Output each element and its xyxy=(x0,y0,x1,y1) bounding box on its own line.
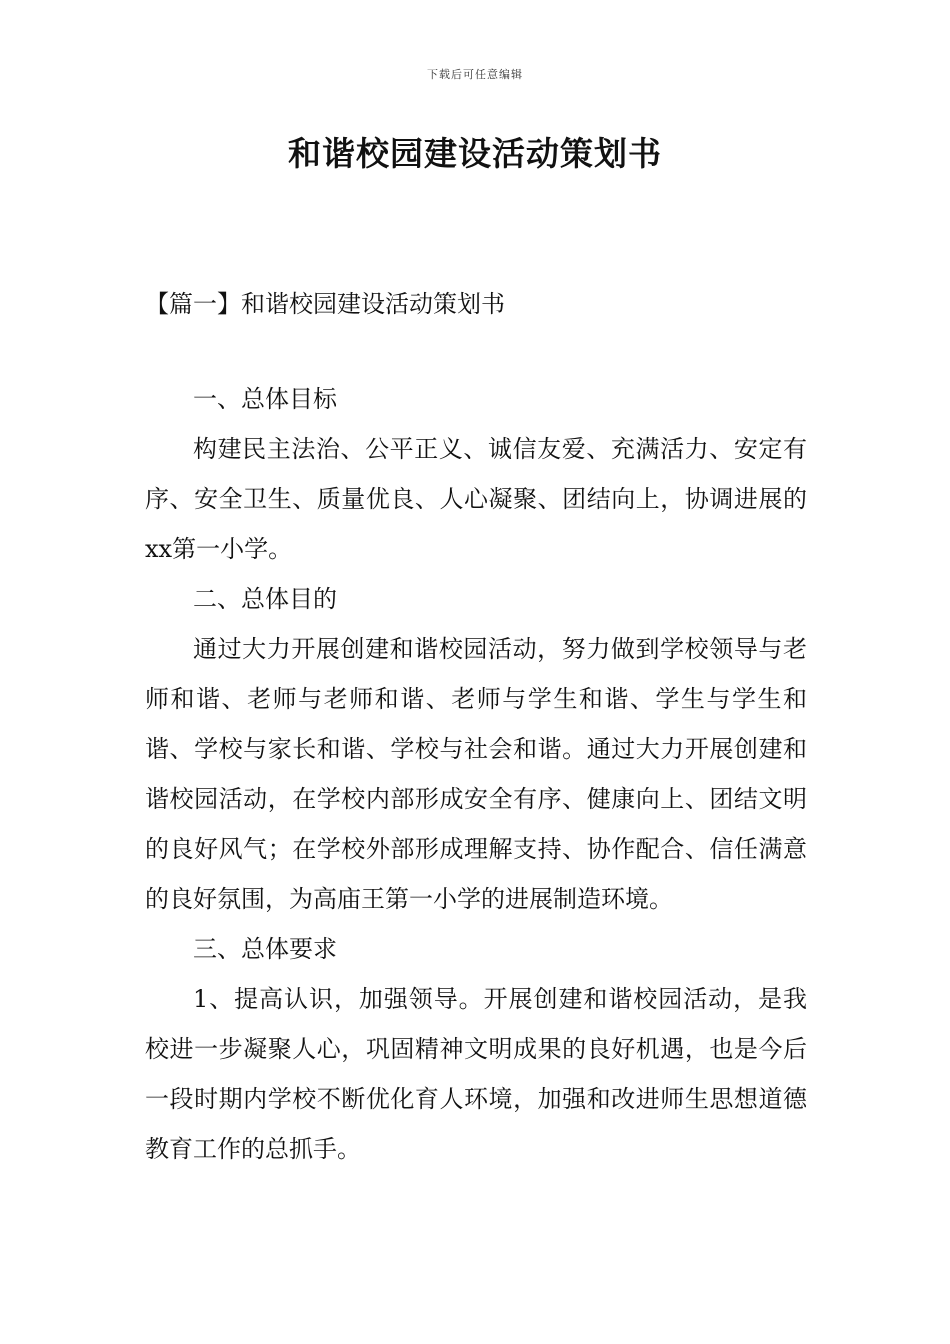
paragraph-requirement-1: 1、提高认识，加强领导。开展创建和谐校园活动，是我校进一步凝聚人心，巩固精神文明成果的良好机遇，也是今后一段时期内学校不断优化育人环境，加强和改进师生思想道德教育工作的总抓手。 xyxy=(145,985,807,1163)
heading-overall-requirements: 三、总体要求 xyxy=(193,935,337,963)
heading-overall-purpose: 二、总体目的 xyxy=(193,585,337,613)
header-note: 下载后可任意编辑 xyxy=(427,68,523,81)
document-title: 和谐校园建设活动策划书 xyxy=(288,134,662,173)
heading-overall-goal: 一、总体目标 xyxy=(193,385,337,413)
section-heading: 【篇一】和谐校园建设活动策划书 xyxy=(145,290,505,318)
paragraph-overall-goal: 构建民主法治、公平正义、诚信友爱、充满活力、安定有序、安全卫生、质量优良、人心凝聚、团结向上，协调进展的xx第一小学。 xyxy=(145,435,807,563)
paragraph-overall-purpose: 通过大力开展创建和谐校园活动，努力做到学校领导与老师和谐、老师与老师和谐、老师与学生和谐、学生与学生和谐、学校与家长和谐、学校与社会和谐。通过大力开展创建和谐校园活动，在学校内部形成安全有序、健康向上、团结文明的良好风气；在学校外部形成理解支持、协作配合、信任满意的良好氛围，为高庙王第一小学的进展制造环境。 xyxy=(145,635,807,913)
body-text xyxy=(145,374,807,1174)
